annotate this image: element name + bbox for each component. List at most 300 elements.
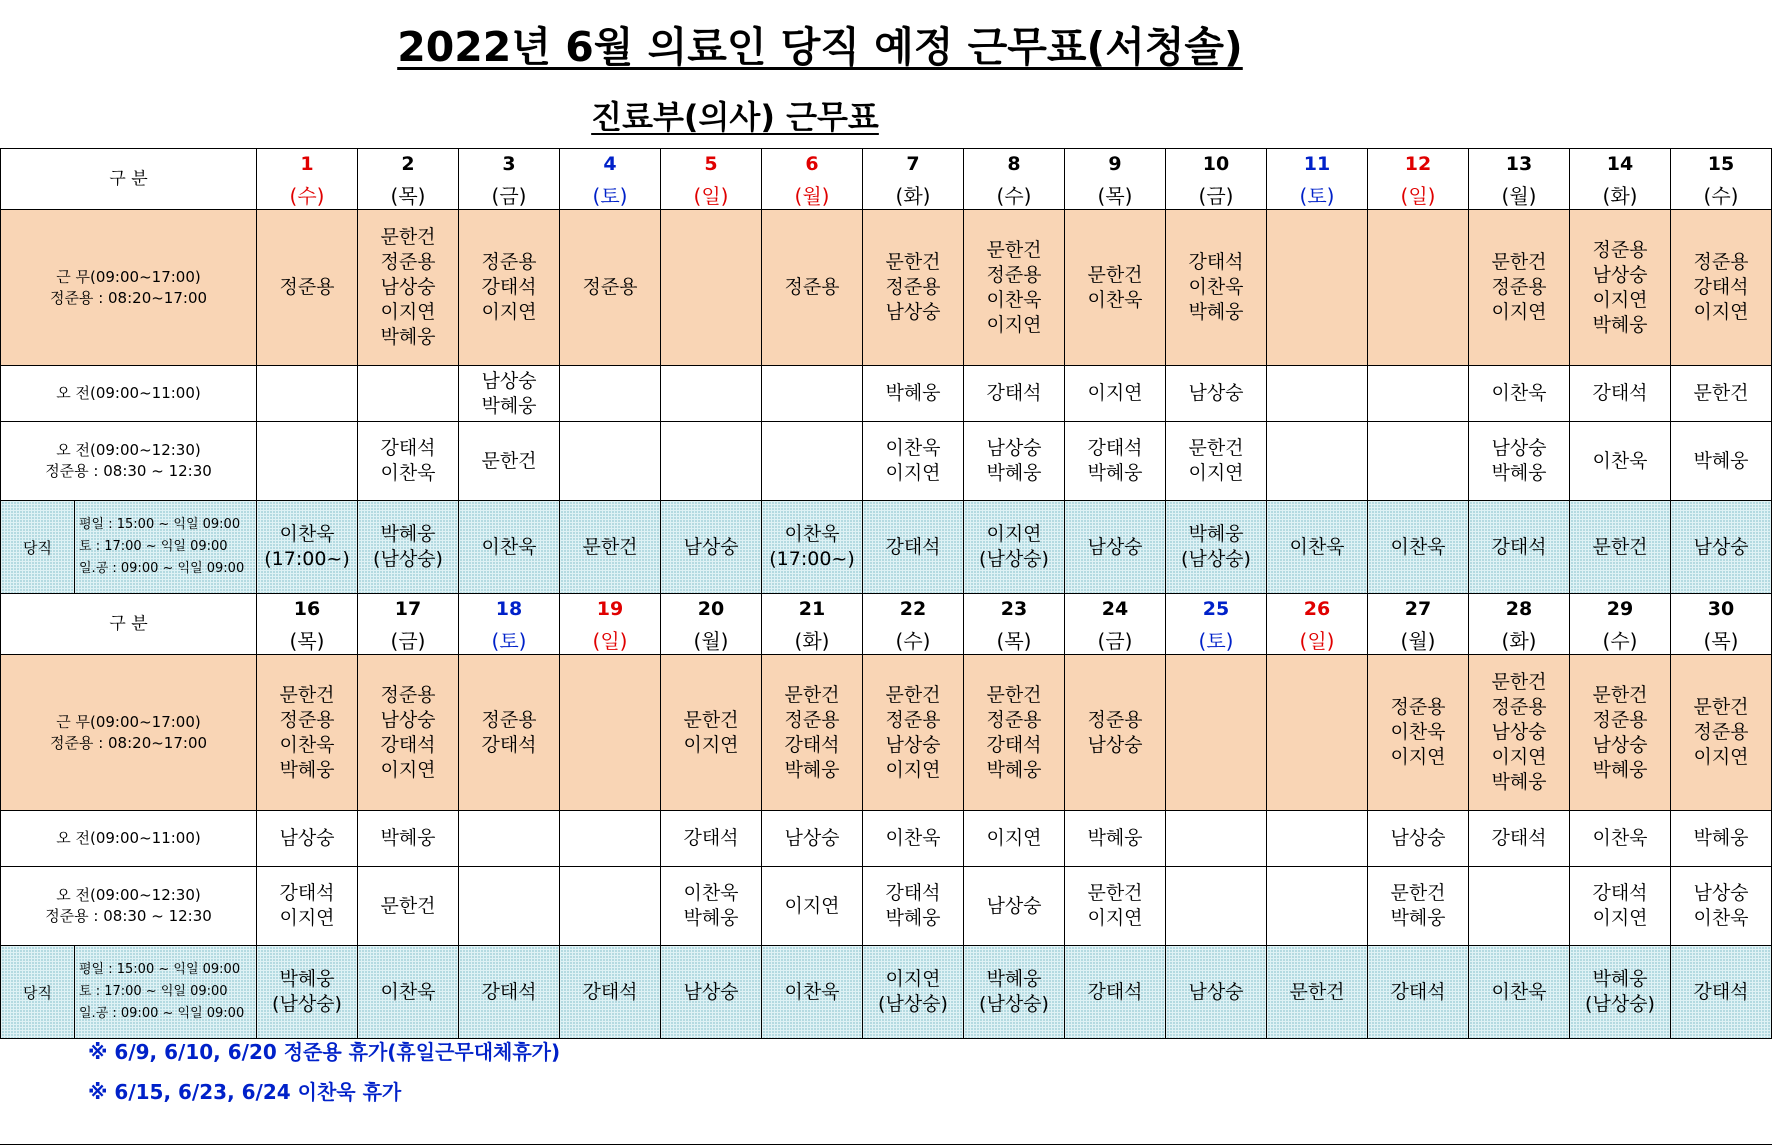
work-cell (1368, 210, 1469, 366)
staff-name: 박혜웅 (1592, 313, 1648, 336)
weekday: (목) (257, 624, 358, 655)
am1-cell (964, 811, 1065, 867)
am1-cell (560, 811, 661, 867)
staff-name: 강태석 (481, 733, 537, 756)
weekday: (월) (1469, 179, 1570, 210)
staff-name: 이찬욱 (1390, 721, 1446, 743)
duty-cell (762, 946, 863, 1039)
am1-cell (459, 811, 560, 867)
staff-name: 강태석 (784, 733, 840, 756)
weekday: (목) (1671, 624, 1772, 655)
work-cell (1671, 655, 1772, 811)
am1-cell (1368, 811, 1469, 867)
staff-name: (남상숭) (1181, 548, 1251, 570)
am1-cell (1065, 811, 1166, 867)
staff-name: 남상숭 (1693, 535, 1749, 558)
weekday: (월) (1368, 624, 1469, 655)
staff-name: 이지연 (279, 907, 335, 929)
am2-cell (661, 422, 762, 501)
staff-name: 남상숭 (1087, 733, 1143, 756)
work-cell (1570, 210, 1671, 366)
am2-cell (1065, 422, 1166, 501)
staff-name: 이지연 (986, 313, 1042, 336)
staff-name: 박혜웅 (986, 462, 1042, 484)
work-cell (863, 210, 964, 366)
staff-name: 강태석 (1491, 535, 1547, 558)
staff-name: (17:00~) (264, 548, 350, 570)
staff-name: 정준용 (784, 708, 840, 731)
am2-cell (1267, 867, 1368, 946)
staff-name: 박혜웅 (1592, 758, 1648, 781)
page-subtitle (0, 92, 1470, 138)
am1-row (1, 366, 1772, 422)
staff-name: 남상숭 (380, 276, 436, 298)
am2-cell (762, 867, 863, 946)
staff-name: 이찬욱 (1188, 276, 1244, 298)
staff-name: 이지연 (1693, 301, 1749, 323)
staff-name: 강태석 (885, 882, 941, 904)
row-label (1, 422, 257, 501)
note-item: ※ 6/9, 6/10, 6/20 정준용 휴가(휴일근무대체휴가) (88, 1040, 561, 1064)
day-number: 12 (1368, 149, 1469, 180)
notes (88, 1036, 560, 1116)
staff-name: 이찬욱 (784, 523, 840, 545)
staff-name: 정준용 (885, 708, 941, 731)
staff-name: 문한건 (582, 535, 638, 558)
duty-cell (257, 946, 358, 1039)
staff-name: 이지연 (1087, 907, 1143, 929)
am2-cell (1570, 422, 1671, 501)
row-label-text: 정준용 : 08:20~17:00 (49, 288, 208, 307)
am2-cell (1671, 867, 1772, 946)
row-label (1, 210, 257, 366)
staff-name: 남상숭 (1592, 263, 1648, 286)
weekday: (목) (1065, 179, 1166, 210)
duty-cell (1570, 501, 1671, 594)
work-cell (358, 655, 459, 811)
staff-name: 이지연 (380, 758, 436, 781)
am1-cell (1065, 366, 1166, 422)
staff-name: 박혜웅 (986, 758, 1042, 781)
day-number: 15 (1671, 149, 1772, 180)
work-cell (1166, 210, 1267, 366)
staff-name: 이지연 (885, 968, 941, 990)
weekday-row (1, 624, 1772, 655)
staff-name: 박혜웅 (1693, 827, 1749, 849)
weekday: (금) (358, 624, 459, 655)
staff-name: 박혜웅 (1390, 907, 1446, 929)
am1-cell (661, 811, 762, 867)
day-number: 18 (459, 594, 560, 625)
work-cell (1267, 210, 1368, 366)
weekday: (금) (1065, 624, 1166, 655)
am1-cell (1166, 366, 1267, 422)
day-number-row (1, 149, 1772, 180)
header-label-text: 구 분 (109, 613, 148, 634)
staff-name: 남상숭 (1491, 437, 1547, 459)
staff-name: 강태석 (986, 733, 1042, 756)
duty-label-text: 당직 (23, 538, 52, 557)
staff-name: (17:00~) (769, 548, 855, 570)
row-label-text: 오 전(09:00~11:00) (56, 829, 201, 847)
row-label-text: 정준용 : 08:20~17:00 (49, 733, 208, 752)
staff-name: 강태석 (683, 827, 739, 849)
work-cell (560, 210, 661, 366)
staff-name: 이찬욱 (1491, 382, 1547, 404)
work-cell (1065, 655, 1166, 811)
row-label (1, 366, 257, 422)
am2-cell (560, 867, 661, 946)
am1-cell (964, 366, 1065, 422)
weekday: (화) (762, 624, 863, 655)
am2-cell (257, 867, 358, 946)
day-number: 4 (560, 149, 661, 180)
day-number: 3 (459, 149, 560, 180)
staff-name: 남상숭 (683, 535, 739, 558)
row-label-text: 평일 : 15:00 ~ 익일 09:00 (79, 517, 241, 532)
am2-cell (1570, 867, 1671, 946)
work-cell (964, 655, 1065, 811)
staff-name: 정준용 (1693, 251, 1749, 273)
staff-name: 문한건 (683, 708, 739, 731)
day-number: 26 (1267, 594, 1368, 625)
am2-cell (257, 422, 358, 501)
work-cell (1469, 210, 1570, 366)
staff-name: 정준용 (885, 276, 941, 298)
row-label (1, 655, 257, 811)
staff-name: 강태석 (481, 276, 537, 298)
weekday: (토) (459, 624, 560, 655)
work-cell (1065, 210, 1166, 366)
day-number: 14 (1570, 149, 1671, 180)
staff-name: 남상숭 (380, 708, 436, 731)
am1-cell (863, 811, 964, 867)
staff-name: 정준용 (279, 276, 335, 298)
staff-name: 정준용 (1390, 696, 1446, 718)
work-cell (1267, 655, 1368, 811)
staff-name: 강태석 (1390, 980, 1446, 1003)
day-number: 22 (863, 594, 964, 625)
weekday: (토) (560, 179, 661, 210)
duty-cell (1368, 946, 1469, 1039)
work-row (1, 210, 1772, 366)
staff-name: 문한건 (1289, 980, 1345, 1003)
weekday: (화) (1570, 179, 1671, 210)
am2-cell (459, 867, 560, 946)
am2-cell (358, 867, 459, 946)
row-label-text: 토 : 17:00 ~ 익일 09:00 (79, 984, 228, 999)
duty-cell (1469, 946, 1570, 1039)
staff-name: 박혜웅 (1592, 968, 1648, 990)
am2-cell (1368, 422, 1469, 501)
staff-name: 남상숭 (683, 980, 739, 1003)
header-label-text: 구 분 (109, 168, 148, 189)
duty-label (1, 501, 75, 594)
staff-name: 박혜웅 (1087, 462, 1143, 484)
staff-name: 박혜웅 (1491, 771, 1547, 793)
staff-name: 이찬욱 (885, 827, 941, 849)
staff-name: 이찬욱 (784, 980, 840, 1003)
day-number: 29 (1570, 594, 1671, 625)
staff-name: 박혜웅 (1693, 449, 1749, 472)
staff-name: 남상숭 (279, 827, 335, 849)
staff-name: 남상숭 (1491, 721, 1547, 743)
staff-name: 박혜웅 (1087, 827, 1143, 849)
work-cell (661, 655, 762, 811)
day-number-row (1, 594, 1772, 625)
staff-name: 이찬욱 (885, 437, 941, 459)
row-label-text: 오 전(09:00~11:00) (56, 384, 201, 402)
am1-cell (560, 366, 661, 422)
staff-name: 이지연 (1188, 462, 1244, 484)
staff-name: 강태석 (1592, 382, 1648, 404)
am1-cell (1267, 811, 1368, 867)
work-cell (560, 655, 661, 811)
am1-row (1, 811, 1772, 867)
staff-name: 박혜웅 (1188, 301, 1244, 323)
staff-name: 문한건 (1592, 535, 1648, 558)
staff-name: 문한건 (986, 683, 1042, 706)
work-cell (1469, 655, 1570, 811)
staff-name: 강태석 (380, 733, 436, 756)
am2-cell (560, 422, 661, 501)
weekday: (목) (358, 179, 459, 210)
staff-name: 정준용 (1087, 708, 1143, 731)
staff-name: 정준용 (986, 708, 1042, 731)
staff-name: 이찬욱 (380, 462, 436, 484)
staff-name: 이찬욱 (1491, 980, 1547, 1003)
staff-name: 이찬욱 (1087, 288, 1143, 311)
day-number: 20 (661, 594, 762, 625)
weekday: (월) (762, 179, 863, 210)
day-number: 17 (358, 594, 459, 625)
duty-label-text: 당직 (23, 983, 52, 1002)
staff-name: 문한건 (1087, 263, 1143, 286)
row-label-text: 토 : 17:00 ~ 익일 09:00 (79, 539, 228, 554)
staff-name: 문한건 (279, 683, 335, 706)
duty-row (1, 946, 1772, 1039)
day-number: 1 (257, 149, 358, 180)
staff-name: 남상숭 (986, 437, 1042, 459)
day-number: 6 (762, 149, 863, 180)
duty-cell (1469, 501, 1570, 594)
staff-name: 문한건 (1491, 671, 1547, 693)
duty-cell (560, 501, 661, 594)
staff-name: 정준용 (1491, 276, 1547, 298)
staff-name: 이지연 (481, 301, 537, 323)
day-number: 11 (1267, 149, 1368, 180)
staff-name: 이찬욱 (279, 733, 335, 756)
am1-cell (1469, 811, 1570, 867)
day-number: 8 (964, 149, 1065, 180)
staff-name: 박혜웅 (380, 523, 436, 545)
weekday: (수) (964, 179, 1065, 210)
am1-cell (1368, 366, 1469, 422)
schedule-table (0, 148, 1772, 1039)
staff-name: 이찬욱 (1693, 907, 1749, 929)
staff-name: 강태석 (1693, 980, 1749, 1003)
am1-cell (1570, 366, 1671, 422)
staff-name: 강태석 (582, 980, 638, 1003)
staff-name: 이지연 (380, 301, 436, 323)
duty-cell (1166, 946, 1267, 1039)
staff-name: 남상숭 (1188, 382, 1244, 404)
weekday: (토) (1166, 624, 1267, 655)
am2-cell (358, 422, 459, 501)
work-cell (964, 210, 1065, 366)
staff-name: 남상숭 (1592, 733, 1648, 756)
row-label-text: 정준용 : 08:30 ~ 12:30 (45, 907, 212, 925)
work-cell (661, 210, 762, 366)
staff-name: 정준용 (1491, 696, 1547, 718)
page-subtitle-text: 진료부(의사) 근무표 (591, 98, 879, 136)
row-label-text: 일.공 : 09:00 ~ 익일 09:00 (79, 1006, 245, 1021)
weekday: (수) (257, 179, 358, 210)
work-cell (257, 655, 358, 811)
weekday: (월) (661, 624, 762, 655)
staff-name: 문한건 (986, 238, 1042, 261)
day-number: 9 (1065, 149, 1166, 180)
staff-name: 이찬욱 (683, 882, 739, 904)
day-number: 21 (762, 594, 863, 625)
header-label (1, 149, 257, 210)
day-number: 10 (1166, 149, 1267, 180)
staff-name: 강태석 (1592, 882, 1648, 904)
staff-name: 문한건 (885, 683, 941, 706)
staff-name: (남상숭) (272, 993, 342, 1015)
staff-name: 이지연 (1592, 288, 1648, 311)
am2-cell (1469, 422, 1570, 501)
staff-name: 이지연 (885, 758, 941, 781)
am1-cell (358, 811, 459, 867)
duty-cell (661, 501, 762, 594)
weekday: (화) (1469, 624, 1570, 655)
staff-name: 박혜웅 (279, 758, 335, 781)
row-label-text: 근 무(09:00~17:00) (56, 267, 201, 286)
duty-cell (762, 501, 863, 594)
staff-name: (남상숭) (1585, 993, 1655, 1015)
staff-name: 이지연 (683, 733, 739, 756)
day-number: 19 (560, 594, 661, 625)
duty-cell (560, 946, 661, 1039)
row-label-text: 오 전(09:00~12:30) (56, 886, 201, 904)
staff-name: 이찬욱 (1592, 449, 1648, 472)
staff-name: 문한건 (1693, 696, 1749, 718)
staff-name: 정준용 (582, 276, 638, 298)
staff-name: 강태석 (1491, 827, 1547, 849)
duty-cell (1368, 501, 1469, 594)
am1-cell (257, 366, 358, 422)
staff-name: 이지연 (784, 894, 840, 917)
staff-name: 정준용 (481, 708, 537, 731)
work-cell (1570, 655, 1671, 811)
staff-name: 이지연 (885, 462, 941, 484)
duty-cell (1267, 501, 1368, 594)
staff-name: 박혜웅 (986, 968, 1042, 990)
duty-cell (1065, 501, 1166, 594)
am2-cell (459, 422, 560, 501)
duty-cell (964, 946, 1065, 1039)
staff-name: 문한건 (481, 449, 537, 472)
staff-name: 정준용 (1592, 708, 1648, 731)
staff-name: 정준용 (380, 683, 436, 706)
duty-cell (358, 946, 459, 1039)
weekday: (목) (964, 624, 1065, 655)
header-label (1, 594, 257, 655)
staff-name: 박혜웅 (784, 758, 840, 781)
staff-name: 문한건 (784, 683, 840, 706)
am1-cell (1671, 811, 1772, 867)
staff-name: 남상숭 (885, 301, 941, 323)
work-cell (762, 655, 863, 811)
staff-name: 정준용 (481, 251, 537, 273)
staff-name: 이찬욱 (1592, 827, 1648, 849)
staff-name: 강태석 (1693, 276, 1749, 298)
staff-name: 강태석 (380, 437, 436, 459)
am2-cell (1065, 867, 1166, 946)
row-label-text: 평일 : 15:00 ~ 익일 09:00 (79, 962, 241, 977)
staff-name: 강태석 (481, 980, 537, 1003)
staff-name: 문한건 (1087, 882, 1143, 904)
staff-name: 이찬욱 (380, 980, 436, 1003)
note-item: ※ 6/15, 6/23, 6/24 이찬욱 휴가 (88, 1080, 402, 1104)
duty-cell (1267, 946, 1368, 1039)
staff-name: (남상숭) (878, 993, 948, 1015)
staff-name: 정준용 (986, 263, 1042, 286)
staff-name: (남상숭) (979, 993, 1049, 1015)
staff-name: 이지연 (1087, 382, 1143, 404)
staff-name: 이지연 (1491, 746, 1547, 768)
staff-name: 이지연 (1491, 301, 1547, 323)
am2-cell (1267, 422, 1368, 501)
am1-cell (863, 366, 964, 422)
weekday: (일) (1368, 179, 1469, 210)
work-cell (358, 210, 459, 366)
day-number: 27 (1368, 594, 1469, 625)
am1-cell (257, 811, 358, 867)
weekday: (수) (1570, 624, 1671, 655)
am2-cell (661, 867, 762, 946)
day-number: 23 (964, 594, 1065, 625)
staff-name: 남상숭 (481, 369, 537, 392)
row-label-text: 근 무(09:00~17:00) (56, 712, 201, 731)
staff-name: 정준용 (279, 708, 335, 731)
row-label-text: 정준용 : 08:30 ~ 12:30 (45, 462, 212, 480)
day-number: 30 (1671, 594, 1772, 625)
work-cell (459, 210, 560, 366)
am2-cell (964, 422, 1065, 501)
staff-name: 문한건 (1693, 382, 1749, 404)
am2-cell (762, 422, 863, 501)
staff-name: (남상숭) (979, 548, 1049, 570)
weekday: (일) (661, 179, 762, 210)
staff-name: 박혜웅 (885, 382, 941, 404)
staff-name: 남상숭 (784, 827, 840, 849)
duty-cell (257, 501, 358, 594)
am1-cell (1166, 811, 1267, 867)
am1-cell (661, 366, 762, 422)
staff-name: 이찬욱 (481, 535, 537, 558)
staff-name: 강태석 (1188, 251, 1244, 273)
staff-name: 이찬욱 (1289, 535, 1345, 558)
staff-name: 문한건 (1592, 683, 1648, 706)
am1-cell (1671, 366, 1772, 422)
staff-name: 이지연 (1390, 746, 1446, 768)
staff-name: 문한건 (1188, 437, 1244, 459)
duty-cell (1671, 946, 1772, 1039)
staff-name: 강태석 (1087, 980, 1143, 1003)
staff-name: 이찬욱 (986, 288, 1042, 311)
